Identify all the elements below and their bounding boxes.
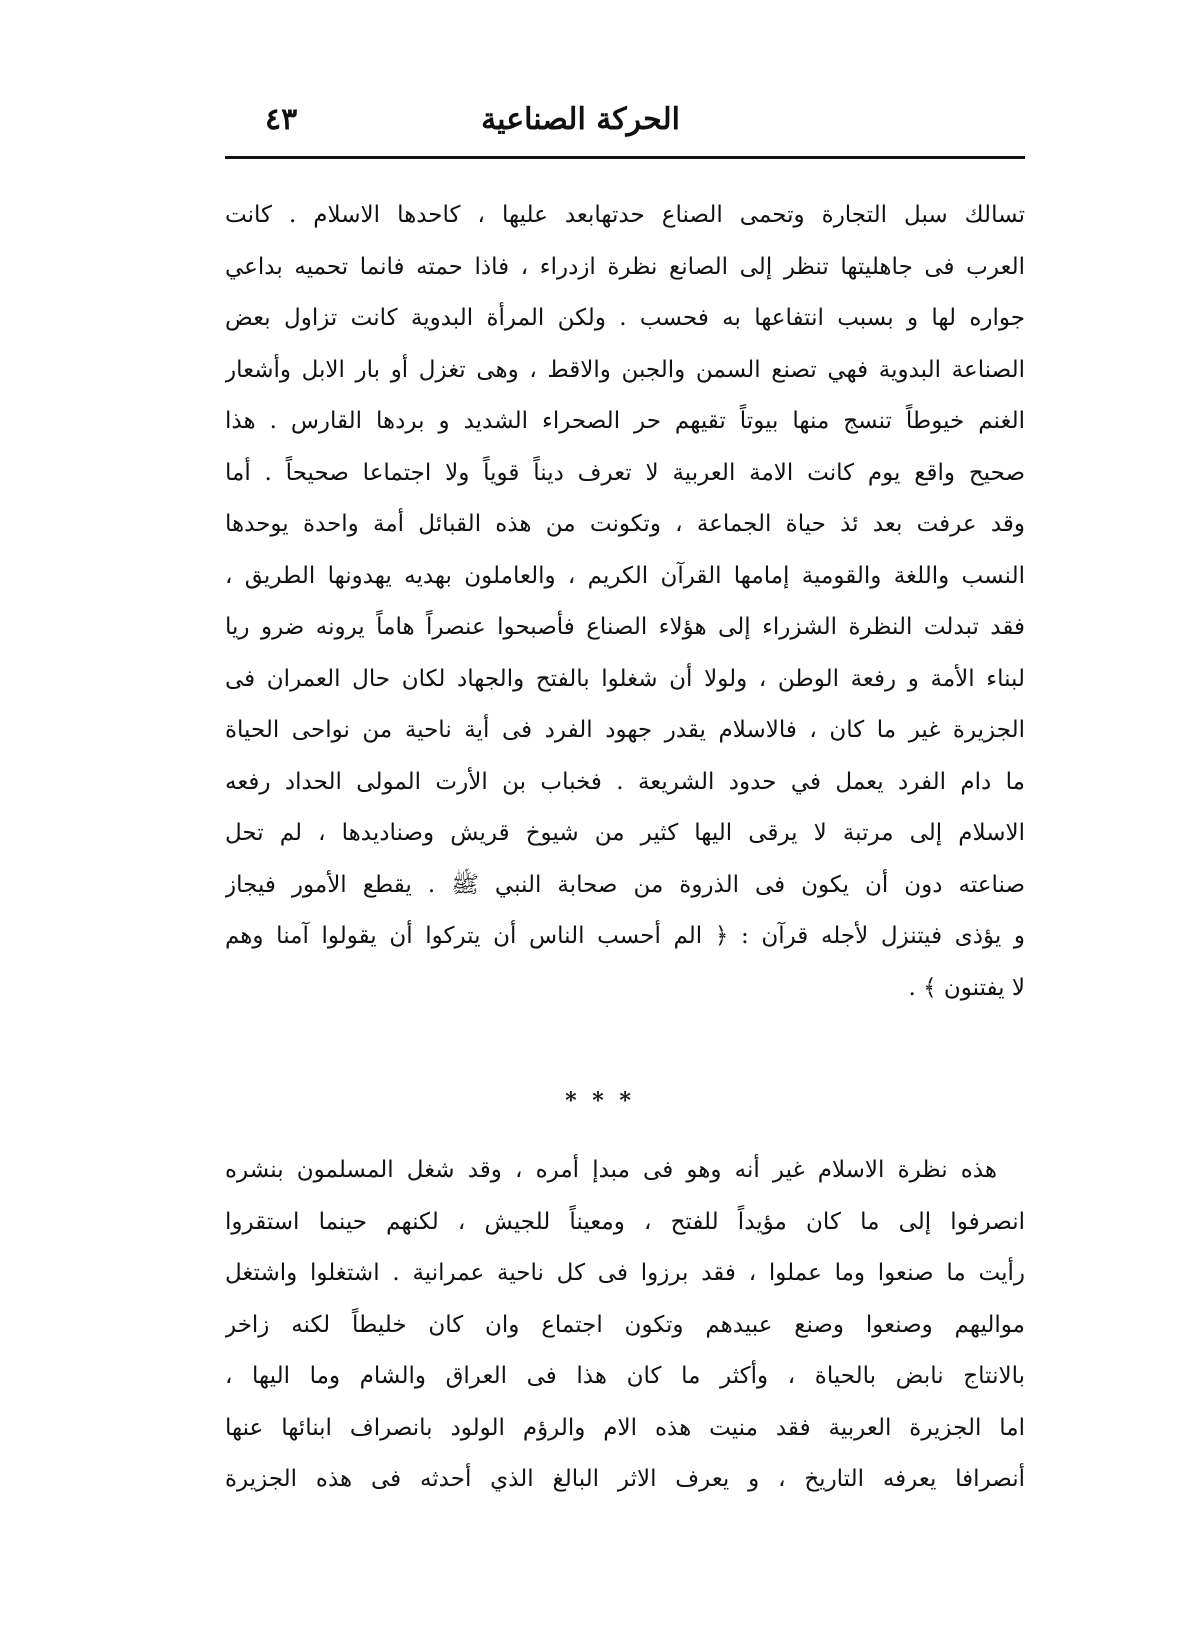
running-title: الحركة الصناعية: [481, 102, 680, 137]
text-line: لبناء الأمة و رفعة الوطن ، ولولا أن شغلوا بالفتح والجهاد لكان حال العمران فى: [225, 665, 1025, 692]
paragraph-2: [225, 1145, 1025, 1506]
text-line: العرب فى جاهليتها تنظر إلى الصانع نظرة ازدراء ، فاذا حمته فانما تحميه بداعي: [225, 253, 1025, 280]
text-line: انصرفوا إلى ما كان مؤيداً للفتح ، ومعيناً للجيش ، لكنهم حينما استقروا: [225, 1208, 1025, 1235]
text-line: ما دام الفرد يعمل في حدود الشريعة . فخباب بن الأرت المولى الحداد رفعه: [225, 768, 1025, 795]
text-line: الصناعة البدوية فهي تصنع السمن والجبن والاقط ، وهى تغزل أو بار الابل وأشعار: [225, 356, 1025, 383]
text-line: لا يفتنون ﴾ .: [908, 974, 1025, 1001]
text-line: صناعته دون أن يكون فى الذروة من صحابة النبي ﷺ . يقطع الأمور فيجاز: [225, 871, 1025, 898]
header-rule: [225, 156, 1025, 159]
text-line: الجزيرة غير ما كان ، فالاسلام يقدر جهود الفرد فى أية ناحية من نواحى الحياة: [225, 717, 1025, 743]
text-line: و يؤذى فيتنزل لأجله قرآن : ﴿ الم أحسب الناس أن يتركوا أن يقولوا آمنا وهم: [225, 923, 1025, 949]
text-line: فقد تبدلت النظرة الشزراء إلى هؤلاء الصناع فأصبحوا عنصراً هاماً يرونه ضرو ريا: [225, 614, 1025, 640]
text-line: اما الجزيرة العربية فقد منيت هذه الام والرؤم الولود بانصراف ابنائها عنها: [225, 1414, 1025, 1441]
text-line: مواليهم وصنعوا وصنع عبيدهم وتكون اجتماع وان كان خليطاً لكنه زاخر: [225, 1311, 1025, 1338]
text-line: أنصرافا يعرفه التاريخ ، و يعرف الاثر البالغ الذي أحدثه فى هذه الجزيرة: [225, 1466, 1025, 1492]
text-line: جواره لها و بسبب انتفاعها به فحسب . ولكن المرأة البدوية كانت تزاول بعض: [225, 305, 1025, 331]
page-header: [225, 100, 1025, 150]
page-number: ٤٣: [265, 102, 298, 137]
section-separator: * * *: [565, 1088, 635, 1114]
paragraph-1: [225, 190, 1025, 1014]
text-line: صحيح واقع يوم كانت الامة العربية لا تعرف ديناً قوياً ولا اجتماعا صحيحاً . أما: [225, 459, 1025, 486]
text-line: الاسلام إلى مرتبة لا يرقى اليها كثير من شيوخ قريش وصناديدها ، لم تحل: [225, 820, 1025, 846]
text-line: رأيت ما صنعوا وما عملوا ، فقد برزوا فى كل ناحية عمرانية . اشتغلوا واشتغل: [225, 1260, 1025, 1286]
text-line: النسب واللغة والقومية إمامها القرآن الكريم ، والعاملون بهديه يهدونها الطريق ،: [225, 562, 1025, 589]
text-line: بالانتاج نابض بالحياة ، وأكثر ما كان هذا فى العراق والشام وما اليها ،: [225, 1363, 1025, 1389]
text-line: هذه نظرة الاسلام غير أنه وهو فى مبدإ أمره ، وقد شغل المسلمون بنشره: [225, 1157, 997, 1183]
text-line: الغنم خيوطاً تنسج منها بيوتاً تقيهم حر الصحراء الشديد و بردها القارس . هذا: [225, 408, 1025, 434]
text-line: وقد عرفت بعد ئذ حياة الجماعة ، وتكونت من هذه القبائل أمة واحدة يوحدها: [225, 511, 1025, 537]
text-line: تسالك سبل التجارة وتحمى الصناع حدتهابعد عليها ، كاحدها الاسلام . كانت: [225, 202, 1025, 228]
